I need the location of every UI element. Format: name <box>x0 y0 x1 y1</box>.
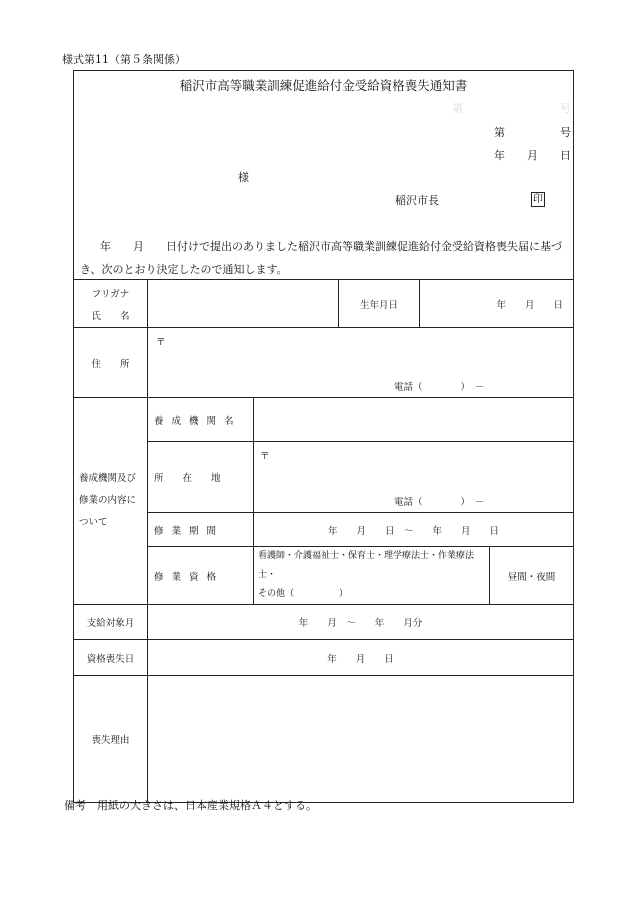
number-suffix: 号 <box>560 126 571 139</box>
remark-note: 備考 用紙の大きさは、日本産業規格Ａ４とする。 <box>64 799 317 812</box>
period-label: 修業期間 <box>148 513 254 547</box>
date-month: 月 <box>527 149 538 162</box>
seal-mark: 印 <box>533 194 543 205</box>
postal-mark: 〒 <box>156 337 166 348</box>
loss-date-field[interactable]: 年 月 日 <box>148 640 574 676</box>
loss-reason-field[interactable] <box>148 676 574 803</box>
institution-name-field[interactable] <box>254 398 574 442</box>
qualification-options: 看護師・介護福祉士・保育士・理学療法士・作業療法士・ <box>258 551 475 580</box>
location-label: 所 在 地 <box>148 442 254 513</box>
form-number: 様式第11（第５条関係） <box>62 53 186 66</box>
payment-period-field[interactable]: 年 月 ～ 年 月分 <box>148 605 574 640</box>
institution-section-label-1: 養成機関及び <box>79 473 137 484</box>
name-label: 氏 名 <box>91 310 130 322</box>
faded-go-label: 号 <box>560 102 571 115</box>
location-field[interactable] <box>254 442 574 513</box>
address-label: 住 所 <box>74 328 148 398</box>
payment-period-label: 支給対象月 <box>74 605 148 640</box>
institution-name-label: 養成機関名 <box>148 398 254 442</box>
institution-section-label-3: ついて <box>79 517 108 528</box>
institution-section-label-2: 修業の内容に <box>79 495 137 506</box>
birthdate-field[interactable]: 年 月 日 <box>420 280 574 328</box>
date-year: 年 <box>494 149 505 162</box>
loss-reason-label: 喪失理由 <box>74 676 148 803</box>
address-field[interactable] <box>148 328 574 398</box>
name-field[interactable] <box>148 280 339 328</box>
qualification-other: その他（ ） <box>258 589 349 599</box>
location-phone-text: 電話（ ） － <box>394 497 485 508</box>
name-label-cell <box>74 280 148 328</box>
location-postal-mark: 〒 <box>260 451 270 462</box>
header-block <box>74 71 574 280</box>
loss-date-label: 資格喪失日 <box>74 640 148 676</box>
date-day: 日 <box>560 149 571 162</box>
recipient-suffix: 様 <box>238 171 249 184</box>
institution-section-label <box>74 398 148 605</box>
notice-form <box>73 70 574 803</box>
furigana-label: フリガナ <box>91 288 130 300</box>
time-option[interactable]: 昼間・夜間 <box>490 547 574 605</box>
birthdate-label: 生年月日 <box>339 280 420 328</box>
body-text-line1: 年 月 日付けで提出のありました稲沢市高等職業訓練促進給付金受給資格喪失届に基づ <box>100 240 562 253</box>
body-text-line2: き、次のとおり決定したので通知します。 <box>80 263 288 276</box>
period-field[interactable]: 年 月 日 ～ 年 月 日 <box>254 513 574 547</box>
issuer-name: 稲沢市長 <box>395 194 439 207</box>
document-title: 稲沢市高等職業訓練促進給付金受給資格喪失通知書 <box>179 78 468 93</box>
phone-text: 電話（ ） － <box>394 382 485 393</box>
qualification-label: 修業資格 <box>148 547 254 605</box>
qualification-field[interactable] <box>254 547 490 605</box>
number-prefix: 第 <box>494 126 505 139</box>
faded-number-label: 第 <box>452 102 463 115</box>
